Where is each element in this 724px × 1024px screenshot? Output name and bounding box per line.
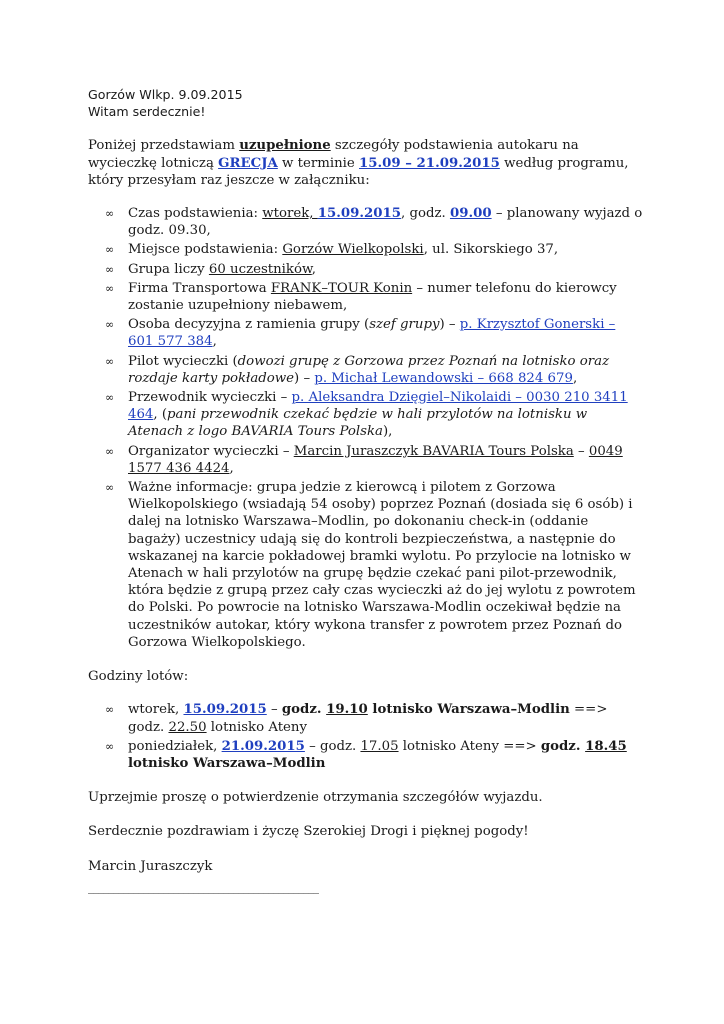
intro-paragraph: Poniżej przedstawiam uzupełnione szczegóły podstawienia autokaru na wycieczkę lotniczą GRECJA w terminie 15.09 – 21.09.2015 według programu, który przesyłam raz jeszcze w załączniku:: [88, 138, 629, 188]
guide-contact-link[interactable]: p. Aleksandra Dzięgiel–Nikolaidi – 0030 210 3411 464: [128, 390, 628, 423]
list-item: ∞ Firma Transportowa FRANK–TOUR Konin – numer telefonu do kierowcy zostanie uzupełniony niebawem,: [105, 280, 617, 314]
flights-list: [88, 701, 644, 772]
transport-company: FRANK–TOUR Konin: [270, 280, 413, 296]
trip-dates-link[interactable]: 15.09 – 21.09.2015: [359, 155, 500, 171]
bullet-icon: ∞: [105, 318, 115, 332]
list-item: ∞ Czas podstawienia: wtorek, 15.09.2015, godz. 09.00 – planowany wyjazd o godz. 09.30,: [105, 206, 643, 239]
important-info: Ważne informacje: grupa jedzie z kierowcą i pilotem z Gorzowa Wielkopolskiego (wsiadają 54 osoby) poprzez Poznań (dosiada się 6 osób) i dalej na lotnisko Warszawa–Modlin, po dokonaniu check-in (oddanie bagaży) uczestnicy udają się do kontroli bezpieczeństwa, a następnie do wskazanej na karcie pokładowej bramki wylotu. Po przylocie na lotnisko w Atenach w hali przylotów na grupę będzie czekać pani pilot-przewodnik, która będzie z grupą przez cały czas wycieczki aż do jej wylotu z powrotem do Polski. Po powrocie na lotnisko Warszawa-Modlin oczekiwał będzie na uczestników autokar, który wykona transfer z powrotem przez Poznań do Gorzowa Wielkopolskiego.: [128, 480, 636, 650]
bullet-icon: ∞: [105, 703, 115, 717]
pickup-city: Gorzów Wielkopolski: [282, 242, 424, 258]
participant-count: 60 uczestników: [208, 261, 312, 277]
list-item: ∞ Grupa liczy 60 uczestników,: [105, 261, 317, 277]
list-item: ∞ Organizator wycieczki – Marcin Juraszczyk BAVARIA Tours Polska – 0049 1577 436 4424,: [105, 443, 623, 476]
bullet-icon: ∞: [105, 354, 115, 368]
organizer-phone: 0049 1577 436 4424: [128, 443, 623, 476]
list-item: ∞ Przewodnik wycieczki – p. Aleksandra Dzięgiel–Nikolaidi – 0030 210 3411 464, (pani przewodnik czekać będzie w hali przylotów na lotnisku w Atenach z logo BAVARIA Tours Polska),: [105, 390, 628, 440]
outbound-date-link[interactable]: 15.09.2015: [183, 702, 267, 718]
greeting: Witam serdecznie!: [88, 104, 206, 120]
place-date: Gorzów Wlkp. 9.09.2015: [88, 87, 243, 102]
bullet-icon: ∞: [105, 281, 115, 295]
bullet-icon: ∞: [105, 444, 115, 458]
group-leader-contact-link[interactable]: p. Krzysztof Gonerski – 601 577 384: [128, 317, 616, 350]
flights-heading: Godziny lotów:: [88, 669, 189, 685]
letter: [88, 86, 644, 893]
bullet-icon: ∞: [105, 207, 115, 221]
return-date-link[interactable]: 21.09.2015: [221, 738, 305, 754]
flight-item: ∞ poniedziałek, 21.09.2015 – godz. 17.05 lotnisko Ateny ==> godz. 18.45 lotnisko Warszawa–Modlin: [105, 738, 627, 771]
details-list: [88, 205, 644, 651]
signature-name: Marcin Juraszczyk: [88, 858, 213, 874]
bullet-icon: ∞: [105, 243, 115, 257]
organizer-name: Marcin Juraszczyk BAVARIA Tours Polska: [293, 443, 574, 459]
flight-item: ∞ wtorek, 15.09.2015 – godz. 19.10 lotnisko Warszawa–Modlin ==> godz. 22.50 lotnisko Ateny: [105, 702, 608, 735]
list-item: ∞ Osoba decyzyjna z ramienia grupy (szef grupy) – p. Krzysztof Gonerski – 601 577 384,: [105, 317, 616, 350]
list-item: ∞ Pilot wycieczki (dowozi grupę z Gorzowa przez Poznań na lotnisko oraz rozdaje karty pokładowe) – p. Michał Lewandowski – 668 824 679,: [105, 353, 610, 386]
list-item: ∞ Miejsce podstawienia: Gorzów Wielkopolski, ul. Sikorskiego 37,: [105, 242, 559, 258]
wishes: Serdecznie pozdrawiam i życzę Szerokiej Drogi i pięknej pogody!: [88, 824, 529, 840]
confirmation-request: Uprzejmie proszę o potwierdzenie otrzymania szczegółów wyjazdu.: [88, 790, 543, 806]
pilot-contact-link[interactable]: p. Michał Lewandowski – 668 824 679: [314, 370, 573, 386]
bullet-icon: ∞: [105, 391, 115, 405]
bullet-icon: ∞: [105, 262, 115, 276]
bullet-icon: ∞: [105, 481, 115, 495]
emphasis-word: uzupełnione: [239, 138, 331, 154]
pickup-date-link[interactable]: 15.09.2015: [317, 206, 401, 222]
destination-link[interactable]: GRECJA: [218, 155, 278, 171]
bullet-icon: ∞: [105, 739, 115, 753]
signature-line: ______________________________________________: [88, 879, 318, 894]
list-item: [88, 479, 644, 651]
pickup-time-link[interactable]: 09.00: [449, 206, 492, 222]
